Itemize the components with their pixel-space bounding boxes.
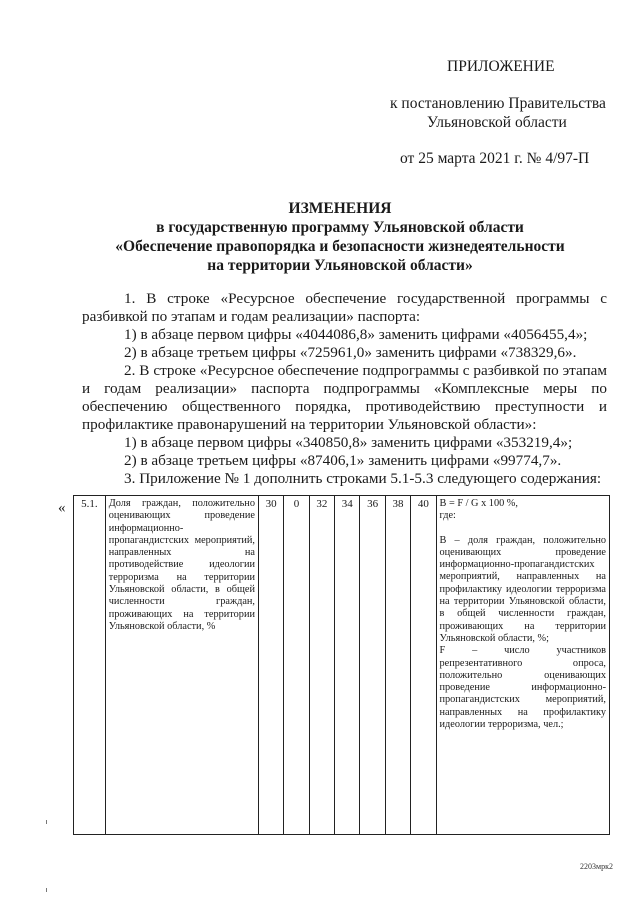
paragraph-2: 2. В строке «Ресурсное обеспечение подпрограммы с разбивкой по этапам и годам реализации» паспорта подпрограммы «Комплексные меры по обеспечению общественного порядка, противодействию преступности и профилактике правонарушений на территории Ульяновской области»: [82,362,607,433]
scan-artifact [46,888,47,892]
value-cell: 34 [335,496,360,835]
resolution-line-1: к постановлению Правительства [390,95,606,112]
paragraph-1: 1. В строке «Ресурсное обеспечение государственной программы с разбивкой по этапам и годам реализации» паспорта: [82,290,607,325]
value-cell: 40 [411,496,436,835]
appendix-label: ПРИЛОЖЕНИЕ [447,58,555,75]
date-number: от 25 марта 2021 г. № 4/97-П [400,150,590,167]
paragraph-2-item-2: 2) в абзаце третьем цифры «87406,1» заменить цифрами «99774,7». [124,452,562,469]
value-cell: 32 [309,496,334,835]
value-cell: 30 [258,496,283,835]
paragraph-3: 3. Приложение № 1 дополнить строками 5.1-5.3 следующего содержания: [124,470,602,487]
document-title: ИЗМЕНЕНИЯ [288,200,392,217]
paragraph-1-item-2: 2) в абзаце третьем цифры «725961,0» заменить цифрами «738329,6». [124,344,577,361]
value-cell: 38 [385,496,410,835]
value-cell: 36 [360,496,385,835]
title-line-4: на территории Ульяновской области» [207,257,473,274]
paragraph-2-item-1: 1) в абзаце первом цифры «340850,8» заменить цифрами «353219,4»; [124,434,573,451]
document-code: 2203мрк2 [580,862,613,871]
definition-f: F – число участников репрезентативного опроса, положительно оценивающих проведение информационно-пропагандистских мероприятий, направленных на профилактику идеологии терроризма, чел.; [439,645,606,731]
definition-b: B – доля граждан, положительно оценивающих проведение информационно-пропагандистских мероприятий, направленных на профилактику идеологии терроризма на территории Ульяновской области, в общей численности граждан, проживающих на территории Ульяновской области, %; [439,534,606,644]
value-cell: 0 [284,496,309,835]
title-line-2: в государственную программу Ульяновской области [156,219,524,236]
amendment-table [73,495,610,835]
scan-artifact [46,820,47,824]
indicator-description: Доля граждан, положительно оценивающих проведение информационно-пропагандистских мероприятий, направленных на противодействие идеологии терроризма на территории Ульяновской области, в общей численности граждан, проживающих на территории Ульяновской области, % [105,496,258,835]
paragraph-1-item-1: 1) в абзаце первом цифры «4044086,8» заменить цифрами «4056455,4»; [124,326,588,343]
row-number: 5.1. [74,496,106,835]
title-line-3: «Обеспечение правопорядка и безопасности жизнедеятельности [115,238,565,255]
table-row [74,496,610,835]
open-quote-mark: « [58,500,66,516]
calculation-method [436,496,610,835]
formula: B = F / G x 100 %, [439,498,518,509]
formula-where: где: [439,510,456,522]
resolution-line-2: Ульяновской области [427,114,567,131]
